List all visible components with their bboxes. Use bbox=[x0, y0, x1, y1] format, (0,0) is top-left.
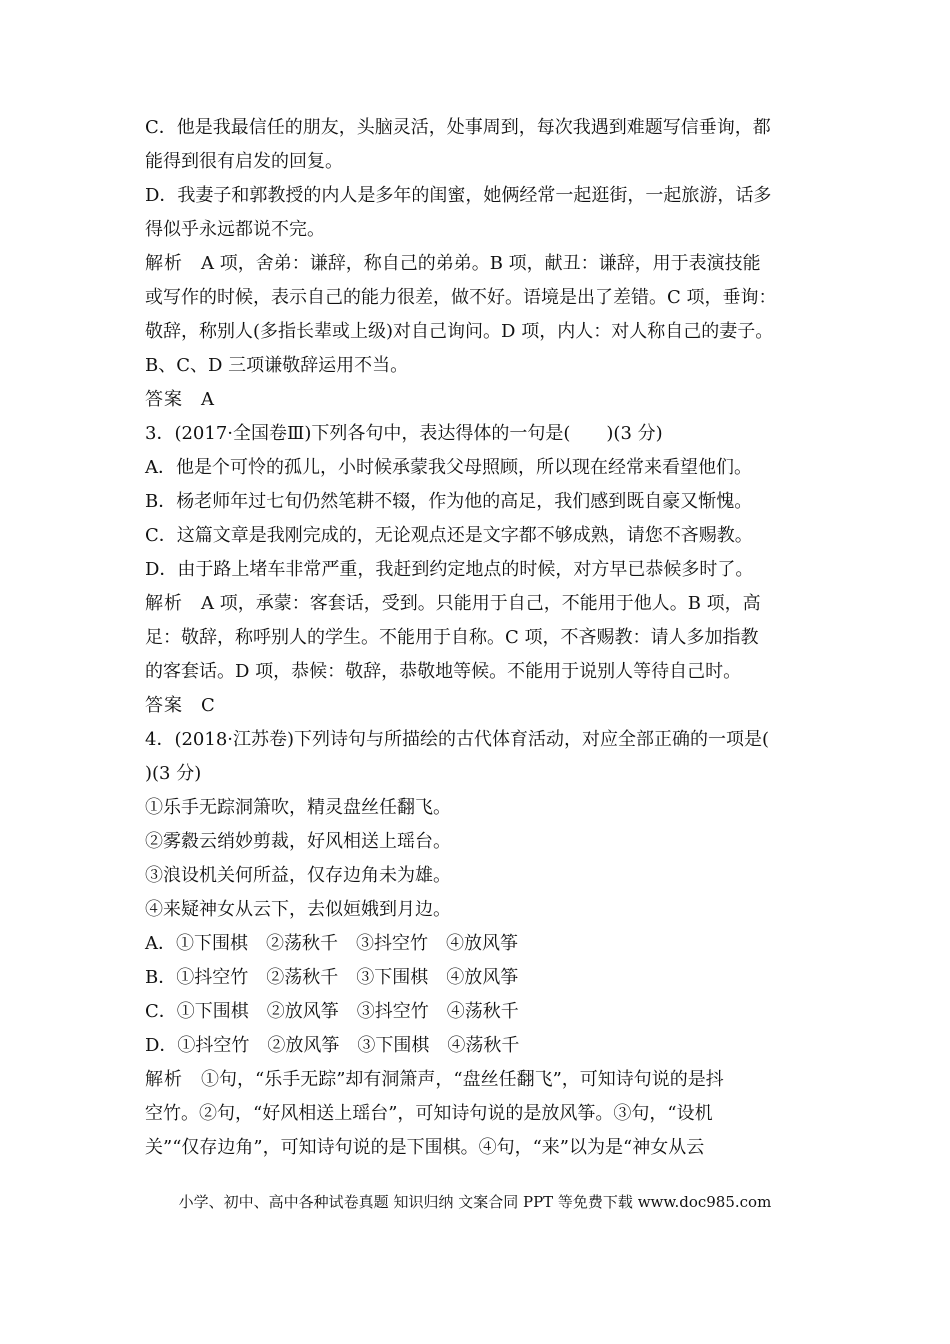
q4-stem-line-1: 4．(2018·江苏卷)下列诗句与所描绘的古代体育活动，对应全部正确的一项是( bbox=[145, 729, 770, 750]
q2-option-c-line-1: C．他是我最信任的朋友，头脑灵活，处事周到，每次我遇到难题写信垂询，都 bbox=[145, 117, 771, 138]
q4-stem-line-2: )(3 分) bbox=[145, 763, 202, 784]
q4-analysis-line-3: 关”“仅存边角”，可知诗句说的是下围棋。④句，“来”以为是“神女从云 bbox=[145, 1137, 705, 1158]
analysis-text: ①句，“乐手无踪”却有洞箫声，“盘丝任翻飞”，可知诗句说的是抖 bbox=[201, 1069, 724, 1090]
q2-analysis-line-1 bbox=[145, 247, 810, 281]
analysis-label: 解析 bbox=[145, 1069, 183, 1090]
q4-verse-2: ②雾縠云绡妙剪裁，好风相送上瑶台。 bbox=[145, 831, 451, 852]
q3-option-a: A．他是个可怜的孤儿，小时候承蒙我父母照顾，所以现在经常来看望他们。 bbox=[145, 457, 752, 478]
q2-option-d-line-1: D．我妻子和郭教授的内人是多年的闺蜜，她俩经常一起逛街，一起旅游，话多 bbox=[145, 185, 772, 206]
analysis-label: 解析 bbox=[145, 253, 183, 274]
q4-option-d: D．①抖空竹 ②放风筝 ③下围棋 ④荡秋千 bbox=[145, 1035, 520, 1056]
page-footer: 小学、初中、高中各种试卷真题 知识归纳 文案合同 PPT 等免费下载 www.doc985.com bbox=[178, 1193, 772, 1211]
q4-analysis-line-1 bbox=[145, 1063, 810, 1097]
q2-analysis-line-3: 敬辞，称别人(多指长辈或上级)对自己询问。D 项，内人：对人称自己的妻子。 bbox=[145, 321, 774, 342]
page-body bbox=[145, 111, 810, 1165]
q3-analysis-line-2: 足：敬辞，称呼别人的学生。不能用于自称。C 项，不吝赐教：请人多加指教 bbox=[145, 627, 759, 648]
answer-value: A bbox=[201, 389, 214, 410]
analysis-text: A 项，承蒙：客套话，受到。只能用于自己，不能用于他人。B 项，高 bbox=[201, 593, 761, 614]
analysis-text: A 项，舍弟：谦辞，称自己的弟弟。B 项，献丑：谦辞，用于表演技能 bbox=[201, 253, 761, 274]
q4-verse-3: ③浪设机关何所益，仅存边角未为雄。 bbox=[145, 865, 451, 886]
answer-label: 答案 bbox=[145, 389, 183, 410]
q4-analysis-line-2: 空竹。②句，“好风相送上瑶台”，可知诗句说的是放风筝。③句，“设机 bbox=[145, 1103, 713, 1124]
q2-answer bbox=[145, 383, 810, 417]
q3-option-c: C．这篇文章是我刚完成的，无论观点还是文字都不够成熟，请您不吝赐教。 bbox=[145, 525, 753, 546]
q2-analysis-line-4: B、C、D 三项谦敬辞运用不当。 bbox=[145, 355, 409, 376]
q4-verse-1: ①乐手无踪洞箫吹，精灵盘丝任翻飞。 bbox=[145, 797, 451, 818]
q4-option-c: C．①下围棋 ②放风筝 ③抖空竹 ④荡秋千 bbox=[145, 1001, 519, 1022]
answer-value: C bbox=[201, 695, 215, 716]
q4-verse-4: ④来疑神女从云下，去似姮娥到月边。 bbox=[145, 899, 451, 920]
q3-option-d: D．由于路上堵车非常严重，我赶到约定地点的时候，对方早已恭候多时了。 bbox=[145, 559, 754, 580]
q4-option-a: A．①下围棋 ②荡秋千 ③抖空竹 ④放风筝 bbox=[145, 933, 518, 954]
q2-analysis-line-2: 或写作的时候，表示自己的能力很差，做不好。语境是出了差错。C 项，垂询： bbox=[145, 287, 777, 308]
q2-option-c-line-2: 能得到很有启发的回复。 bbox=[145, 151, 343, 172]
analysis-label: 解析 bbox=[145, 593, 183, 614]
q3-option-b: B．杨老师年过七旬仍然笔耕不辍，作为他的高足，我们感到既自豪又惭愧。 bbox=[145, 491, 753, 512]
q3-answer bbox=[145, 689, 810, 723]
answer-label: 答案 bbox=[145, 695, 183, 716]
q3-analysis-line-3: 的客套话。D 项，恭候：敬辞，恭敬地等候。不能用于说别人等待自己时。 bbox=[145, 661, 742, 682]
q4-option-b: B．①抖空竹 ②荡秋千 ③下围棋 ④放风筝 bbox=[145, 967, 519, 988]
q3-stem: 3．(2017·全国卷Ⅲ)下列各句中，表达得体的一句是( )(3 分) bbox=[145, 423, 663, 444]
q2-option-d-line-2: 得似乎永远都说不完。 bbox=[145, 219, 325, 240]
q3-analysis-line-1 bbox=[145, 587, 810, 621]
